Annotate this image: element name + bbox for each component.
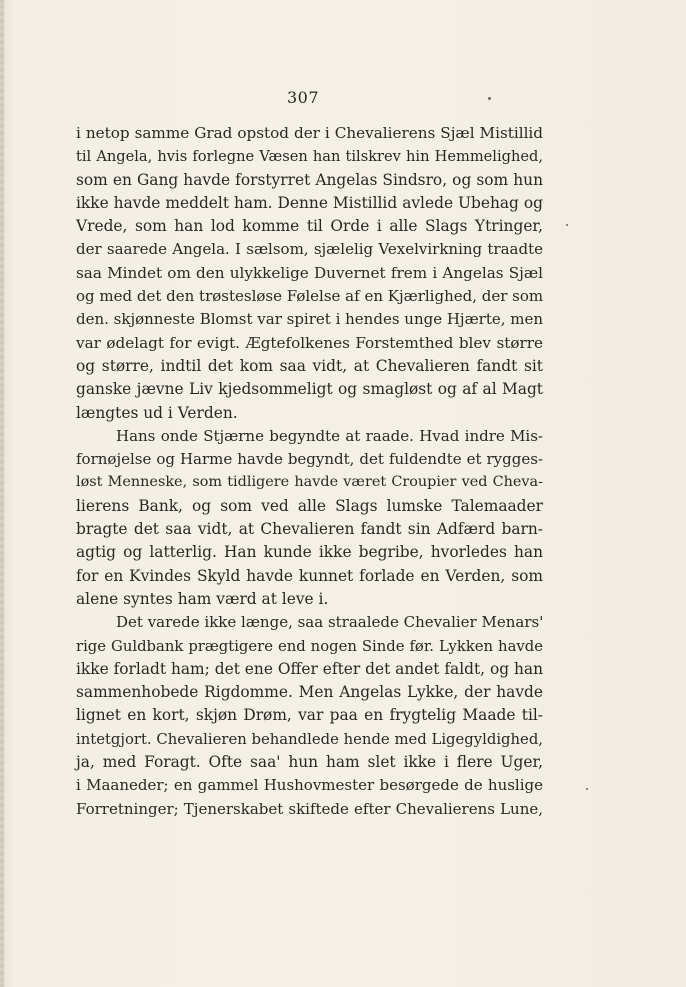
text-line: længtes ud i Verden. — [76, 403, 238, 422]
text-line: lierens Bank, og som ved alle Slags lumske Talemaader — [76, 496, 543, 515]
text-line: intetgjort. Chevalieren behandlede hende med Ligegyldighed, — [76, 730, 543, 748]
binding-edge — [0, 0, 4, 987]
text-line: og større, indtil det kom saa vidt, at Chevalieren fandt sit — [76, 356, 543, 375]
text-line: saa Mindet om den ulykkelige Duvernet frem i Angelas Sjæl — [76, 263, 543, 282]
text-line: Forretninger; Tjenerskabet skiftede efter Chevalierens Lune, — [76, 799, 543, 818]
text-line: i Maaneder; en gammel Hushovmester besørgede de huslige — [76, 776, 543, 795]
page-number: 307 — [286, 88, 320, 107]
text-line: der saarede Angela. I sælsom, sjælelig Vexelvirkning traadte — [76, 240, 543, 259]
text-line: var ødelagt for evigt. Ægtefolkenes Forstemthed blev større — [76, 333, 543, 352]
text-line: Vrede, som han lod komme til Orde i alle Slags Ytringer, — [76, 217, 543, 236]
text-line: Hans onde Stjærne begyndte at raade. Hvad indre Mis- — [116, 426, 543, 445]
text-line: alene syntes ham værd at leve i. — [76, 589, 329, 608]
text-line: rige Guldbank prægtigere end nogen Sinde før. Lykken havde — [76, 637, 543, 655]
text-line: for en Kvindes Skyld havde kunnet forlade en Verden, som — [76, 566, 543, 585]
speck-2 — [566, 224, 568, 226]
text-line: agtig og latterlig. Han kunde ikke begribe, hvorledes han — [76, 543, 543, 562]
text-line: til Angela, hvis forlegne Væsen han tilskrev hin Hemmelighed, — [76, 148, 543, 166]
text-line: fornøjelse og Harme havde begyndt, det fuldendte et rygges- — [76, 450, 543, 469]
text-line: løst Menneske, som tidligere havde været Croupier ved Cheva- — [76, 474, 543, 491]
text-line: ja, med Foragt. Ofte saa' hun ham slet ikke i flere Uger, — [76, 753, 543, 772]
speck-3 — [586, 788, 588, 790]
text-line: ikke havde meddelt ham. Denne Mistillid avlede Ubehag og — [76, 193, 543, 212]
paragraph-3 — [76, 611, 543, 821]
paragraph-1 — [76, 122, 543, 425]
text-line: i netop samme Grad opstod der i Chevalierens Sjæl Mistillid — [76, 124, 543, 142]
paragraph-2 — [76, 425, 543, 611]
text-line: som en Gang havde forstyrret Angelas Sindsro, og som hun — [76, 170, 543, 189]
body-text — [76, 122, 543, 821]
text-line: ikke forladt ham; det ene Offer efter det andet faldt, og han — [76, 659, 543, 678]
text-line: Det varede ikke længe, saa straalede Chevalier Menars' — [116, 613, 544, 632]
text-line: den. skjønneste Blomst var spiret i hendes unge Hjærte, men — [76, 310, 544, 329]
text-line: ganske jævne Liv kjedsommeligt og smagløst og af al Magt — [76, 380, 543, 399]
text-line: og med det den trøstesløse Følelse af en Kjærlighed, der som — [76, 287, 544, 306]
text-line: sammenhobede Rigdomme. Men Angelas Lykke, der havde — [76, 683, 543, 702]
text-line: bragte det saa vidt, at Chevalieren fandt sin Adfærd barn- — [76, 520, 543, 539]
text-line: lignet en kort, skjøn Drøm, var paa en frygtelig Maade til- — [76, 706, 543, 725]
